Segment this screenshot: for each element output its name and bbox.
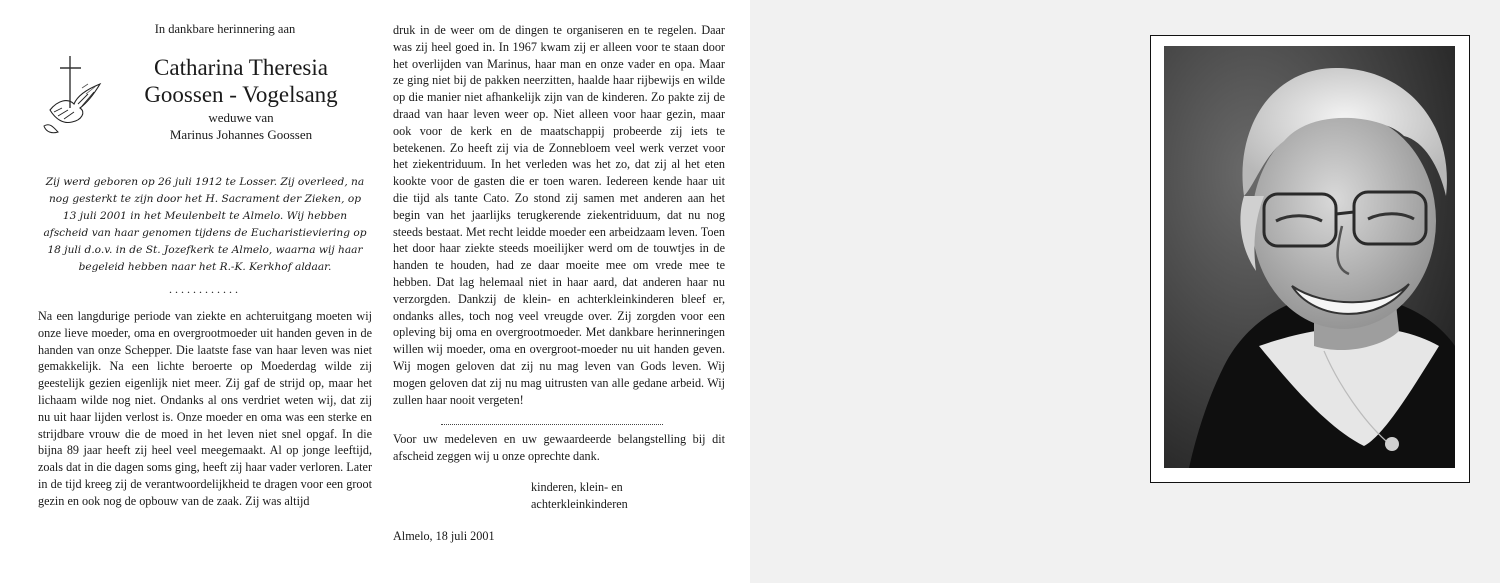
- divider-rule: [441, 424, 663, 425]
- right-column: [393, 22, 725, 544]
- memorial-text-part1: Na een langdurige periode van ziekte en achteruitgang moeten wij onze lieve moeder, oma en overgrootmoeder uit handen geven in de handen van onze Schepper. Die laatste fase van haar leven was niet gemakkelijk. Na een lichte beroerte op Moederdag wilde zij geestelijk gezien eigenlijk niet meer. Zij gaf de strijd op, maar het lichaam wilde nog niet. Ondanks al ons verdriet weten wij, dat zij nu uit haar lijden verlost is. Onze moeder en oma was een sterke en strijdbare vrouw die de moed in het leven niet snel opgaf. In die bijna 89 jaar heeft zij heel veel meegemaakt. Al op jonge leeftijd, zoals dat in die dagen soms ging, heeft zij haar vader verloren. Later in de tijd kreeg zij de verantwoordelijkheid te dragen voor een groot gezin en ook nog de opbouw van de zaak. Zij was altijd: [38, 309, 372, 508]
- spouse-name: Marinus Johannes Goossen: [169, 127, 313, 142]
- place-and-date: Almelo, 18 juli 2001: [393, 528, 495, 543]
- deceased-first-names: Catharina Theresia: [154, 55, 328, 80]
- memorial-card-photo-side: [750, 0, 1500, 583]
- intro-line: In dankbare herinnering aan: [154, 22, 296, 36]
- dotted-separator: ............: [169, 282, 241, 296]
- portrait-illustration: [1164, 46, 1455, 468]
- life-facts-paragraph: Zij werd geboren op 26 juli 1912 te Losser. Zij overleed, na nog gesterkt te zijn door het H. Sacrament der Zieken, op 13 juli 2001 in het Meulenbelt te Almelo. Wij hebben afscheid van haar genomen tijdens de Eucharistieviering op 18 juli d.o.v. in de St. Jozefkerk te Almelo, waarna wij haar begeleid hebben naar het R.-K. Kerkhof aldaar.: [43, 176, 367, 273]
- photo-frame: [1150, 35, 1470, 483]
- widow-of-line: weduwe van: [208, 110, 274, 125]
- name-header: [38, 54, 372, 162]
- deceased-surname: Goossen - Vogelsang: [144, 82, 338, 107]
- signers-line1: kinderen, klein- en: [531, 479, 623, 494]
- left-column: [38, 22, 372, 510]
- signers: [531, 479, 725, 513]
- portrait-photo: [1164, 46, 1455, 468]
- cross-with-dove-icon: [38, 48, 108, 140]
- signers-line2: achterkleinkinderen: [531, 496, 628, 511]
- thanks-paragraph: Voor uw medeleven en uw gewaardeerde belangstelling bij dit afscheid zeggen wij u onze oprechte dank.: [393, 432, 725, 464]
- memorial-text-part2: druk in de weer om de dingen te organiseren en te regelen. Daar was zij heel goed in. In 1967 kwam zij er alleen voor te staan door het overlijden van Marinus, haar man en onze vader en opa. Maar ze ging niet bij de pakken neerzitten, haalde haar rijbewijs en wilde op die manier niet afhankelijk zijn van de kinderen. Zo pakte zij de draad van haar leven weer op. Niet alleen voor haar gezin, maar ook voor de kerk en de maatschappij probeerde zij iets te betekenen. Zo heeft zij via de Zonnebloem veel werk verzet voor het ziekentriduum. In het verleden was het zo, dat zij al het eten kookte voor de gasten die er toen waren. Iedereen kende haar uit die tijd als tante Cato. Zo stond zij samen met anderen aan het begin van het jaarlijks terugkerende ziekentriduum, dat nu nog steeds bestaat. Met recht leidde moeder een arbeidzaam leven. Toen het door haar ziekte steeds moeilijker werd om de touwtjes in de handen te houden, had ze daar moeite mee om vrede mee te hebben. Dat lag helemaal niet in haar aard, dat anderen haar nu verzorgden. Dankzij de klein- en achterkleinkinderen bleef er, ondanks alles, toch nog veel vreugde over. Zij zorgden voor een opleving bij oma en overgrootmoeder. Met dankbare herinneringen willen wij moeder, oma en overgroot-moeder nu uit handen geven. Wij mogen geloven dat zij nu mag leven van Gods leven. Wij mogen geloven dat zij nu mag uitrusten van alle gedane arbeid. Wij zullen haar nooit vergeten!: [393, 23, 725, 407]
